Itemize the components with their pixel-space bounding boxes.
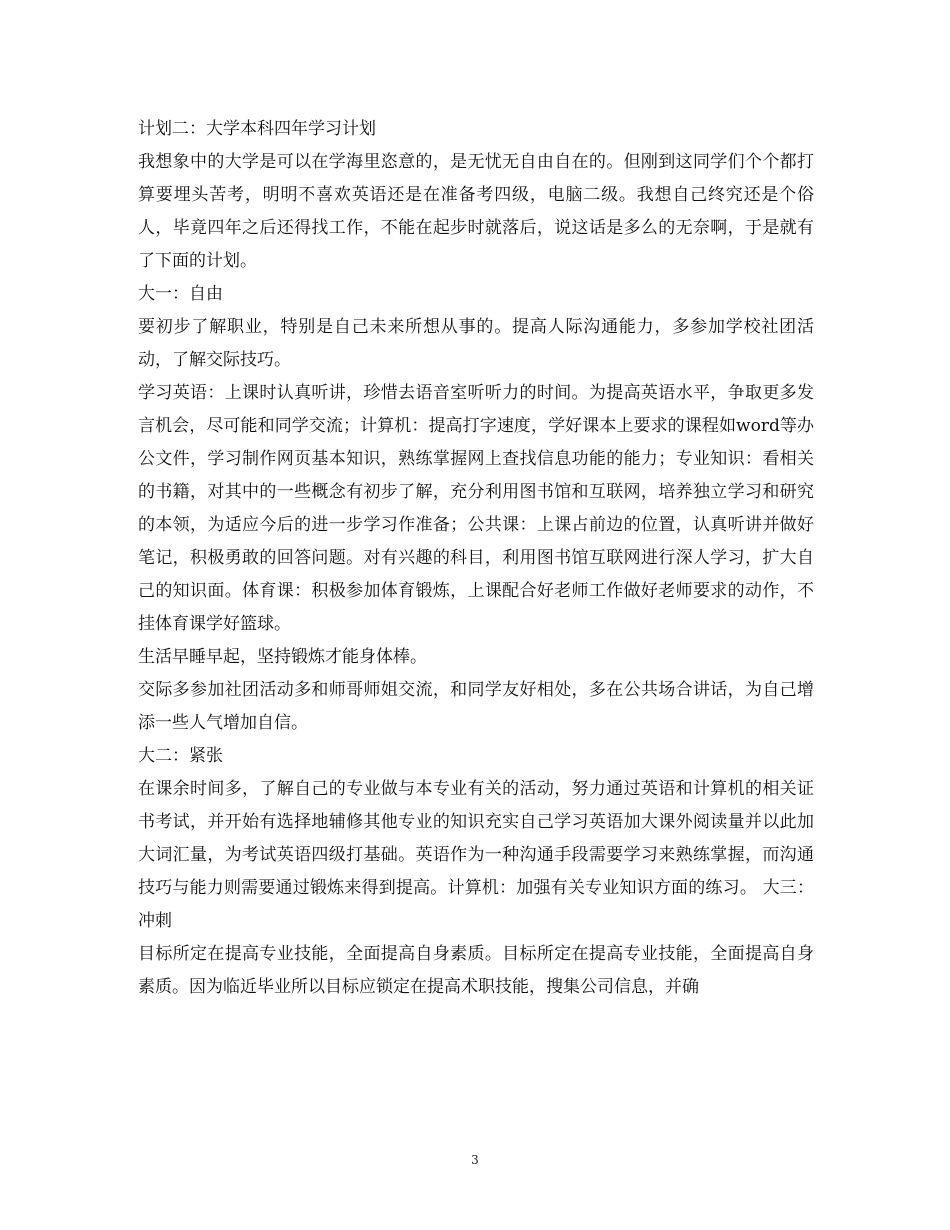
year-two-heading: 大二：紧张 [138,746,223,766]
social-paragraph: 交际多参加社团活动多和师哥师姐交流，和同学友好相处，多在公共场合讲话，为自己增添一些人气增加自信。 [138,680,814,733]
plan-title: 计划二：大学本科四年学习计划 [138,119,376,139]
study-paragraph: 学习英语：上课时认真听讲，珍惜去语音室听听力的时间。为提高英语水平，争取更多发言机会，尽可能和同学交流；计算机：提高打字速度，学好课本上要求的课程如word等办公文件，学习制作网页基本知识，熟练掌握网上查找信息功能的能力；专业知识：看相关的书籍，对其中的一些概念有初步了解，充分利用图书馆和互联网，培养独立学习和研究的本领，为适应今后的进一步学习作准备；公共课：上课占前边的位置，认真听讲并做好笔记，积极勇敢的回答问题。对有兴趣的科目，利用图书馆互联网进行深人学习，扩大自己的知识面。体育课：积极参加体育锻炼，上课配合好老师工作做好老师要求的动作，不挂体育课学好篮球。 [138,383,814,634]
page-number: 3 [471,1153,479,1167]
career-paragraph: 要初步了解职业，特别是自己未来所想从事的。提高人际沟通能力，多参加学校社团活动，了解交际技巧。 [138,317,814,370]
year-three-paragraph: 目标所定在提高专业技能，全面提高自身素质。目标所定在提高专业技能，全面提高自身素质。因为临近毕业所以目标应锁定在提高术职技能，搜集公司信息，并确 [138,944,814,997]
year-two-paragraph: 在课余时间多，了解自己的专业做与本专业有关的活动，努力通过英语和计算机的相关证书考试，并开始有选择地辅修其他专业的知识充实自己学习英语加大课外阅读量并以此加大词汇量，为考试英语四级打基础。英语作为一种沟通手段需要学习来熟练掌握，而沟通技巧与能力则需要通过锻炼来得到提高。计算机：加强有关专业知识方面的练习。 大三：冲刺 [138,779,814,931]
intro-paragraph: 我想象中的大学是可以在学海里恣意的，是无忧无自由自在的。但刚到这同学们个个都打算要埋头苦考，明明不喜欢英语还是在准备考四级，电脑二级。我想自己终究还是个俗人，毕竟四年之后还得找工作，不能在起步时就落后，说这话是多么的无奈啊，于是就有了下面的计划。 [138,152,814,271]
body-text [138,113,814,1004]
year-one-heading: 大一：自由 [138,284,223,304]
life-paragraph: 生活早睡早起，坚持锻炼才能身体棒。 [138,647,427,667]
